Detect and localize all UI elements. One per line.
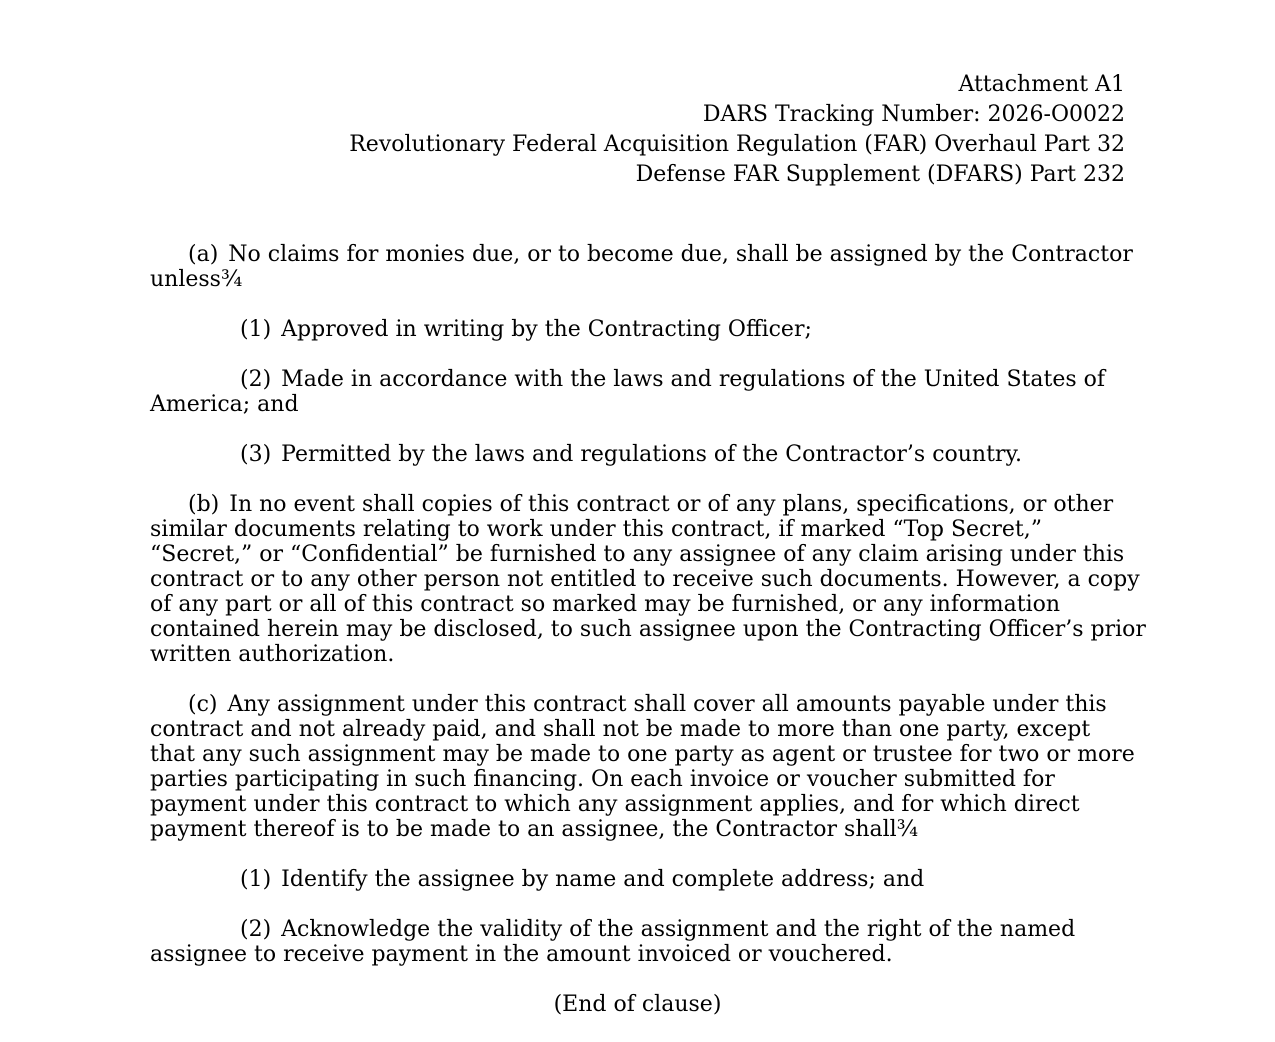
paragraph-c-text-line: payment under this contract to which any assignment applies, and for which direct xyxy=(150,792,1080,817)
paragraph-c2-text-line: assignee to receive payment in the amount invoiced or vouchered. xyxy=(150,942,893,967)
paragraph-b-text-line: written authorization. xyxy=(150,642,395,667)
paragraph-a2-text-line: America; and xyxy=(150,392,299,417)
paragraph-c-label: (c) xyxy=(188,692,218,717)
end-of-clause: (End of clause) xyxy=(553,992,722,1017)
paragraph-a xyxy=(150,242,1133,292)
document-header xyxy=(150,70,1125,190)
paragraph-a1-label: (1) xyxy=(240,317,272,342)
paragraph-a1-text: Approved in writing by the Contracting Officer; xyxy=(281,317,812,342)
paragraph-b-text-line: contained herein may be disclosed, to such assignee upon the Contracting Officer’s prior xyxy=(150,617,1146,642)
paragraph-c1-text: Identify the assignee by name and complete address; and xyxy=(281,867,925,892)
paragraph-c2-label: (2) xyxy=(240,917,272,942)
paragraph-a1 xyxy=(150,317,1125,342)
document-page xyxy=(150,70,1146,1042)
paragraph-a-text-line: No claims for monies due, or to become due, shall be assigned by the Contractor xyxy=(228,242,1133,267)
paragraph-b-text-line: “Secret,” or “Confidential” be furnished to any assignee of any claim arising under this xyxy=(150,542,1125,567)
paragraph-b xyxy=(150,492,1146,667)
paragraph-c-text-line: payment thereof is to be made to an assignee, the Contractor shall¾ xyxy=(150,817,919,842)
paragraph-a2 xyxy=(150,367,1125,417)
paragraph-c1-label: (1) xyxy=(240,867,272,892)
header-far-part: Revolutionary Federal Acquisition Regulation (FAR) Overhaul Part 32 xyxy=(349,132,1125,157)
header-attachment: Attachment A1 xyxy=(958,72,1125,97)
paragraph-b-text-line: of any part or all of this contract so marked may be furnished, or any information xyxy=(150,592,1061,617)
paragraph-b-text-line: similar documents relating to work under this contract, if marked “Top Secret,” xyxy=(150,517,1042,542)
paragraph-a3 xyxy=(150,442,1125,467)
paragraph-a-label: (a) xyxy=(188,242,219,267)
header-dfars-part: Defense FAR Supplement (DFARS) Part 232 xyxy=(635,162,1125,187)
paragraph-c-text-line: contract and not already paid, and shall not be made to more than one party, except xyxy=(150,717,1091,742)
paragraph-c-text-line: parties participating in such financing. On each invoice or voucher submitted for xyxy=(150,767,1055,792)
paragraph-a2-label: (2) xyxy=(240,367,272,392)
paragraph-b-label: (b) xyxy=(188,492,220,517)
paragraph-c-text-line: Any assignment under this contract shall cover all amounts payable under this xyxy=(227,692,1107,717)
paragraph-a-text-line: unless¾ xyxy=(150,267,243,292)
paragraph-b-text-line: contract or to any other person not entitled to receive such documents. However, a copy xyxy=(150,567,1140,592)
paragraph-c1 xyxy=(150,867,1125,892)
paragraph-b-text-line: In no event shall copies of this contract or of any plans, specifications, or other xyxy=(229,492,1114,517)
paragraph-c2-text-line: Acknowledge the validity of the assignment and the right of the named xyxy=(281,917,1076,942)
paragraph-c2 xyxy=(150,917,1125,967)
paragraph-a2-text-line: Made in accordance with the laws and regulations of the United States of xyxy=(281,367,1106,392)
paragraph-c xyxy=(150,692,1135,842)
paragraph-a3-text: Permitted by the laws and regulations of the Contractor’s country. xyxy=(281,442,1022,467)
paragraph-c-text-line: that any such assignment may be made to one party as agent or trustee for two or more xyxy=(150,742,1135,767)
paragraph-a3-label: (3) xyxy=(240,442,272,467)
header-tracking-number: DARS Tracking Number: 2026-O0022 xyxy=(702,102,1125,127)
